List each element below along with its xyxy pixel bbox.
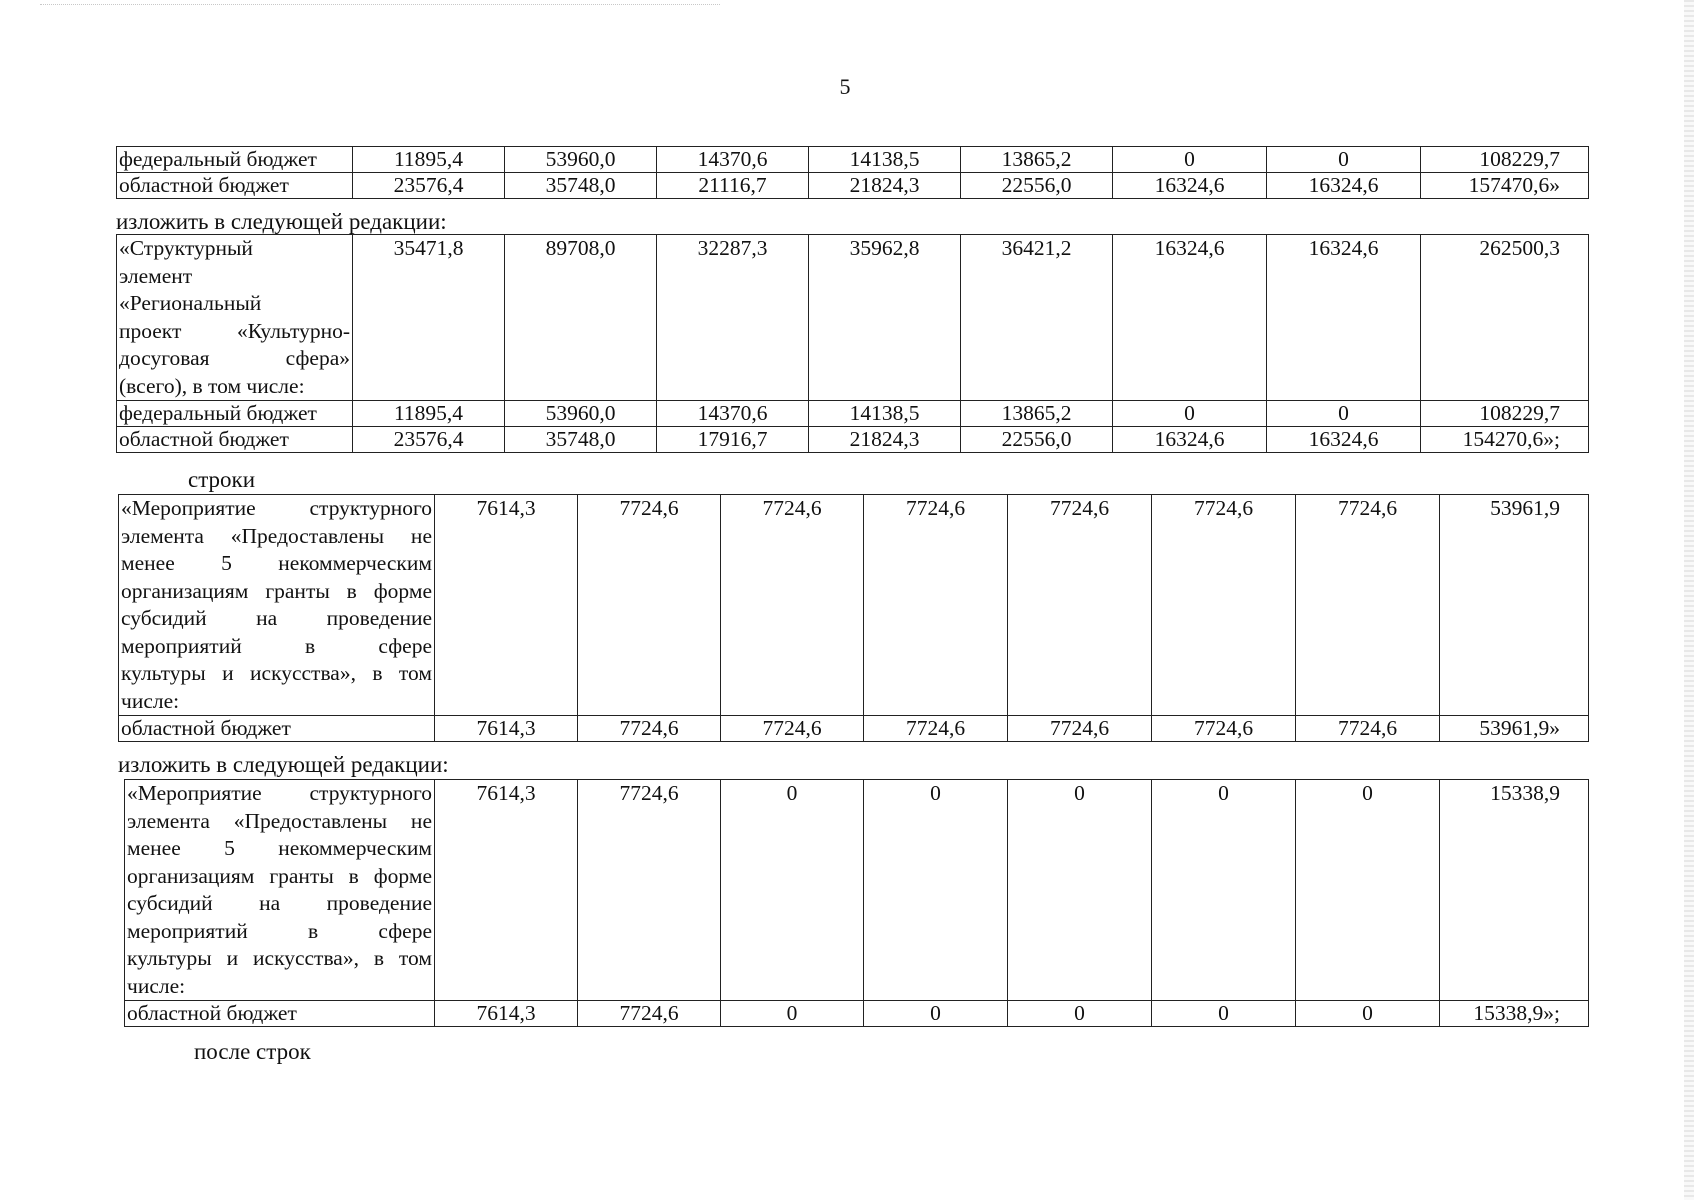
row-label-line: «Мероприятие структурного — [127, 781, 432, 805]
value-cell: 21824,3 — [809, 173, 961, 199]
table-row-heading — [117, 235, 1589, 401]
value-cell: 0 — [1296, 780, 1440, 1001]
value-cell: 7724,6 — [721, 495, 864, 716]
value-cell: 7724,6 — [578, 780, 721, 1001]
scan-edge-artifact — [40, 4, 720, 5]
value-cell: 35962,8 — [809, 235, 961, 401]
total-cell: 53961,9 — [1440, 495, 1589, 716]
value-cell: 7724,6 — [1152, 495, 1296, 716]
value-cell: 16324,6 — [1267, 235, 1421, 401]
value-cell: 0 — [1113, 401, 1267, 427]
row-label-line: (всего), в том числе: — [119, 373, 305, 398]
value-cell: 7724,6 — [864, 716, 1008, 742]
value-cell: 17916,7 — [657, 427, 809, 453]
value-cell: 22556,0 — [961, 427, 1113, 453]
value-cell: 7724,6 — [721, 716, 864, 742]
instruction-text: после строк — [194, 1039, 311, 1064]
value-cell: 0 — [864, 1001, 1008, 1027]
total-cell: 154270,6»; — [1421, 427, 1589, 453]
row-label-line: культуры и искусства», в том — [121, 661, 432, 685]
value-cell: 14138,5 — [809, 147, 961, 173]
value-cell: 0 — [1296, 1001, 1440, 1027]
row-label-line: организациям гранты в форме — [127, 863, 432, 888]
value-cell: 16324,6 — [1113, 173, 1267, 199]
value-cell: 0 — [1152, 780, 1296, 1001]
total-cell: 15338,9»; — [1440, 1001, 1589, 1027]
value-cell: 23576,4 — [353, 173, 505, 199]
row-label-line: элемент — [119, 263, 193, 288]
table-row — [119, 716, 1589, 742]
value-cell: 0 — [721, 1001, 864, 1027]
row-label-line: досуговая сфера» — [119, 346, 350, 370]
row-label: областной бюджет — [119, 716, 435, 742]
value-cell: 16324,6 — [1113, 235, 1267, 401]
row-label-line: менее 5 некоммерческим — [127, 836, 432, 860]
value-cell: 0 — [721, 780, 864, 1001]
row-label-line: мероприятий в сфере — [121, 633, 432, 658]
row-label-line: «Мероприятие структурного — [121, 496, 432, 520]
row-label-line: «Структурный — [119, 236, 253, 260]
value-cell: 23576,4 — [353, 427, 505, 453]
total-cell: 108229,7 — [1421, 147, 1589, 173]
row-label: областной бюджет — [117, 173, 353, 199]
value-cell: 7614,3 — [435, 1001, 578, 1027]
value-cell: 53960,0 — [505, 147, 657, 173]
value-cell: 7724,6 — [1296, 716, 1440, 742]
value-cell: 7724,6 — [578, 1001, 721, 1027]
value-cell: 22556,0 — [961, 173, 1113, 199]
value-cell: 0 — [1267, 147, 1421, 173]
table-row — [117, 427, 1589, 453]
value-cell: 11895,4 — [353, 401, 505, 427]
table-row-heading — [125, 780, 1589, 1001]
value-cell: 11895,4 — [353, 147, 505, 173]
budget-table-old-1 — [116, 146, 1589, 199]
value-cell: 7724,6 — [578, 495, 721, 716]
row-label: областной бюджет — [117, 427, 353, 453]
value-cell: 7614,3 — [435, 495, 578, 716]
value-cell: 13865,2 — [961, 401, 1113, 427]
value-cell: 7724,6 — [1152, 716, 1296, 742]
row-label-line: менее 5 некоммерческим — [121, 551, 432, 575]
table-row — [117, 173, 1589, 199]
value-cell: 7614,3 — [435, 716, 578, 742]
event-table-new — [124, 779, 1589, 1027]
value-cell: 16324,6 — [1267, 427, 1421, 453]
value-cell: 0 — [1008, 780, 1152, 1001]
row-label — [119, 495, 435, 716]
row-label-line: элемента «Предоставлены не — [127, 808, 432, 833]
total-cell: 108229,7 — [1421, 401, 1589, 427]
instruction-text: изложить в следующей редакции: — [116, 209, 447, 234]
total-cell: 157470,6» — [1421, 173, 1589, 199]
value-cell: 0 — [1152, 1001, 1296, 1027]
row-label-line: культуры и искусства», в том — [127, 946, 432, 970]
table-row — [117, 401, 1589, 427]
row-label-line: мероприятий в сфере — [127, 918, 432, 943]
value-cell: 21824,3 — [809, 427, 961, 453]
value-cell: 35471,8 — [353, 235, 505, 401]
row-label-line: числе: — [121, 688, 180, 713]
instruction-text: изложить в следующей редакции: — [118, 752, 449, 777]
value-cell: 0 — [1267, 401, 1421, 427]
total-cell: 262500,3 — [1421, 235, 1589, 401]
value-cell: 35748,0 — [505, 173, 657, 199]
value-cell: 53960,0 — [505, 401, 657, 427]
row-label: областной бюджет — [125, 1001, 435, 1027]
value-cell: 0 — [1113, 147, 1267, 173]
table-row — [117, 147, 1589, 173]
value-cell: 7724,6 — [1008, 716, 1152, 742]
event-table-old — [118, 494, 1589, 742]
table-row-heading — [119, 495, 1589, 716]
value-cell: 13865,2 — [961, 147, 1113, 173]
row-label: федеральный бюджет — [117, 401, 353, 427]
value-cell: 32287,3 — [657, 235, 809, 401]
row-label — [125, 780, 435, 1001]
row-label-line: субсидий на проведение — [127, 891, 432, 915]
value-cell: 7724,6 — [1296, 495, 1440, 716]
value-cell: 89708,0 — [505, 235, 657, 401]
value-cell: 7724,6 — [1008, 495, 1152, 716]
row-label-line: субсидий на проведение — [121, 606, 432, 630]
table-row — [125, 1001, 1589, 1027]
row-label: федеральный бюджет — [117, 147, 353, 173]
value-cell: 35748,0 — [505, 427, 657, 453]
value-cell: 14370,6 — [657, 401, 809, 427]
page-number: 5 — [839, 74, 851, 99]
row-label-line: элемента «Предоставлены не — [121, 523, 432, 548]
value-cell: 0 — [1008, 1001, 1152, 1027]
value-cell: 7724,6 — [578, 716, 721, 742]
value-cell: 0 — [864, 780, 1008, 1001]
budget-table-new-1 — [116, 234, 1589, 453]
value-cell: 7724,6 — [864, 495, 1008, 716]
value-cell: 16324,6 — [1267, 173, 1421, 199]
value-cell: 7614,3 — [435, 780, 578, 1001]
value-cell: 16324,6 — [1113, 427, 1267, 453]
total-cell: 53961,9» — [1440, 716, 1589, 742]
row-label-line: числе: — [127, 973, 186, 998]
value-cell: 14370,6 — [657, 147, 809, 173]
row-label — [117, 235, 353, 401]
row-label-line: «Региональный — [119, 291, 262, 315]
scan-edge-artifact — [1684, 0, 1694, 1200]
value-cell: 36421,2 — [961, 235, 1113, 401]
row-label-line: организациям гранты в форме — [121, 578, 432, 603]
value-cell: 21116,7 — [657, 173, 809, 199]
total-cell: 15338,9 — [1440, 780, 1589, 1001]
value-cell: 14138,5 — [809, 401, 961, 427]
row-label-line: проект «Культурно- — [119, 318, 350, 343]
instruction-text: строки — [188, 467, 256, 492]
